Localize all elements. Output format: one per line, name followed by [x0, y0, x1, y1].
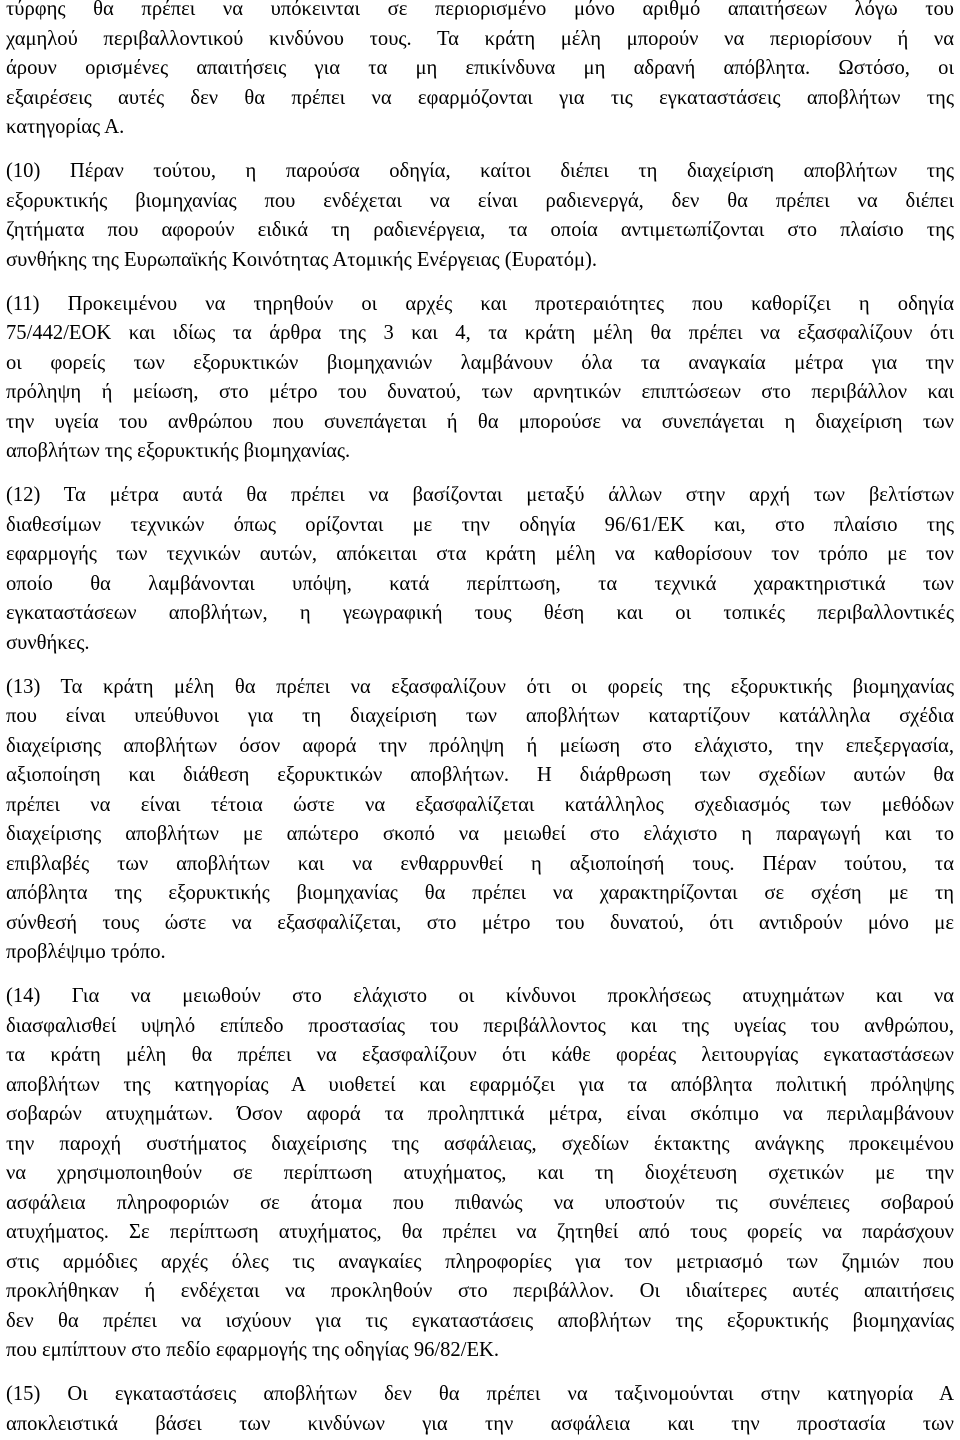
text-line: (13) Τα κράτη μέλη θα πρέπει να εξασφαλίζουν ότι οι φορείς της εξορυκτικής βιομηχανίας — [6, 675, 954, 698]
text-line: 75/442/ΕΟΚ και ιδίως τα άρθρα της 3 και 4, τα κράτη μέλη θα πρέπει να εξασφαλίζουν ότι — [6, 322, 954, 344]
text-line: την παροχή συστήματος διαχείρισης της ασφάλειας, σχεδίων έκτακτης ανάγκης προκειμένου — [6, 1132, 954, 1155]
text-line: αποκλειστικά βάσει των κινδύνων για την ασφάλεια και την προστασία των — [6, 1412, 954, 1435]
paragraph-13 — [6, 673, 954, 968]
text-line: σοβαρών ατυχημάτων. Όσον αφορά τα προληπτικά μέτρα, είναι σκόπιμο να περιλαμβάνουν — [6, 1103, 954, 1125]
text-line: συνθήκης της Ευρωπαϊκής Κοινότητας Ατομικής Ενέργειας (Ευρατόμ). — [6, 248, 598, 271]
paragraph-12 — [6, 481, 954, 658]
text-line: δεν θα πρέπει να ισχύουν για τις εγκαταστάσεις αποβλήτων της εξορυκτικής βιομηχανίας — [6, 1309, 954, 1332]
text-line: διαχείρισης αποβλήτων όσον αφορά την πρόληψη ή μείωση στο ελάχιστο, την επεξεργασία, — [6, 734, 954, 757]
text-line: (11) Προκειμένου να τηρηθούν οι αρχές και προτεραιότητες που καθορίζει η οδηγία — [6, 292, 954, 315]
text-line: τύρφης θα πρέπει να υπόκεινται σε περιορισμένο μόνο αριθμό απαιτήσεων λόγω του — [6, 0, 954, 20]
text-line: (15) Οι εγκαταστάσεις αποβλήτων δεν θα πρέπει να ταξινομούνται στην κατηγορία Α — [6, 1383, 954, 1405]
text-line: αποβλήτων της εξορυκτικής βιομηχανίας. — [6, 440, 351, 462]
text-line: αξιοποίηση και διάθεση εξορυκτικών αποβλήτων. Η διάρθρωση των σχεδίων αυτών θα — [6, 764, 954, 786]
paragraph-15 — [6, 1380, 954, 1439]
paragraph-continued — [6, 0, 954, 143]
paragraph-14 — [6, 982, 954, 1366]
text-line: εξορυκτικής βιομηχανίας που ενδέχεται να είναι ραδιενεργά, δεν θα πρέπει να διέπει — [6, 189, 954, 212]
text-line: προκλήθηκαν ή ενδέχεται να προκληθούν στο περιβάλλον. Οι ιδιαίτερες αυτές απαιτήσεις — [6, 1280, 954, 1302]
text-line: την υγεία του ανθρώπου που συνεπάγεται ή θα μπορούσε να συνεπάγεται η διαχείριση των — [6, 410, 954, 433]
text-line: άρουν ορισμένες απαιτήσεις για τα μη επικίνδυνα μη αδρανή απόβλητα. Ωστόσο, οι — [6, 57, 954, 79]
text-line: ασφάλεια πληροφοριών σε άτομα που πιθανώς να υποστούν τις συνέπειες σοβαρού — [6, 1191, 954, 1214]
text-line: ατυχήματος. Σε περίπτωση ατυχήματος, θα πρέπει να ζητηθεί από τους φορείς να παράσχουν — [6, 1221, 954, 1243]
text-line: εγκαταστάσεων αποβλήτων, η γεωγραφική τους θέση και οι τοπικές περιβαλλοντικές — [6, 602, 954, 624]
text-line: διαθεσίμων τεχνικών όπως ορίζονται με την οδηγία 96/61/ΕΚ και, στο πλαίσιο της — [6, 513, 954, 536]
text-line: που εμπίπτουν στο πεδίο εφαρμογής της οδηγίας 96/82/ΕΚ. — [6, 1339, 500, 1361]
text-line: οποίο θα λαμβάνονται υπόψη, κατά περίπτωση, τα τεχνικά χαρακτηριστικά των — [6, 572, 954, 595]
text-line: εξαιρέσεις αυτές δεν θα πρέπει να εφαρμόζονται για τις εγκαταστάσεις αποβλήτων της — [6, 86, 954, 109]
text-line: που είναι υπεύθυνοι για τη διαχείριση των αποβλήτων καταρτίζουν κατάλληλα σχέδια — [6, 705, 954, 727]
text-line: σύνθεσή τους ώστε να εξασφαλίζεται, στο μέτρο του δυνατού, ότι αντιδρούν μόνο με — [6, 911, 954, 934]
text-line: στις αρμόδιες αρχές όλες τις αναγκαίες πληροφορίες για τον μετριασμό των ζημιών που — [6, 1250, 954, 1273]
text-line: απόβλητα της εξορυκτικής βιομηχανίας θα πρέπει να χαρακτηρίζονται σε σχέση με τη — [6, 882, 954, 904]
text-line: συνθήκες. — [6, 631, 90, 654]
text-line: διασφαλισθεί υψηλό επίπεδο προστασίας του περιβάλλοντος και της υγείας του ανθρώπου, — [6, 1014, 954, 1037]
text-line: οι φορείς των εξορυκτικών βιομηχανιών λαμβάνουν όλα τα αναγκαία μέτρα για την — [6, 351, 954, 374]
text-line: (10) Πέραν τούτου, η παρούσα οδηγία, καίτοι διέπει τη διαχείριση αποβλήτων της — [6, 160, 954, 182]
text-line: (12) Τα μέτρα αυτά θα πρέπει να βασίζονται μεταξύ άλλων στην αρχή των βελτίστων — [6, 484, 954, 506]
text-line: κατηγορίας Α. — [6, 116, 125, 138]
text-line: (14) Για να μειωθούν στο ελάχιστο οι κίνδυνοι προκλήσεως ατυχημάτων και να — [6, 985, 954, 1007]
text-line: πρόληψη ή μείωση, στο μέτρο του δυνατού, των αρνητικών επιπτώσεων στο περιβάλλον και — [6, 381, 954, 403]
text-line: χαμηλού περιβαλλοντικού κινδύνου τους. Τα κράτη μέλη μπορούν να περιορίσουν ή να — [6, 27, 954, 50]
text-line: επιβλαβές των αποβλήτων και να ενθαρρυνθεί η αξιοποίησή τους. Πέραν τούτου, τα — [6, 852, 954, 875]
text-line: διαχείρισης αποβλήτων με απώτερο σκοπό να μειωθεί στο ελάχιστο η παραγωγή και το — [6, 823, 954, 845]
paragraph-10 — [6, 157, 954, 275]
paragraph-11 — [6, 290, 954, 467]
text-line: προβλέψιμο τρόπο. — [6, 941, 166, 963]
text-line: πρέπει να είναι τέτοια ώστε να εξασφαλίζεται κατάλληλος σχεδιασμός των μεθόδων — [6, 793, 954, 816]
text-line: εφαρμογής των τεχνικών αυτών, απόκειται στα κράτη μέλη να καθορίσουν τον τρόπο με τον — [6, 543, 954, 565]
text-line: αποβλήτων της κατηγορίας Α υιοθετεί και εφαρμόζει για τα απόβλητα πολιτική πρόληψης — [6, 1073, 954, 1096]
text-line: ζητήματα που αφορούν ειδικά τη ραδιενέργεια, τα οποία αντιμετωπίζονται στο πλαίσιο της — [6, 219, 954, 241]
text-line: να χρησιμοποιηθούν σε περίπτωση ατυχήματος, και τη διοχέτευση σχετικών με την — [6, 1162, 954, 1184]
text-line: τα κράτη μέλη θα πρέπει να εξασφαλίζουν ότι κάθε φορέας λειτουργίας εγκαταστάσεων — [6, 1044, 954, 1066]
